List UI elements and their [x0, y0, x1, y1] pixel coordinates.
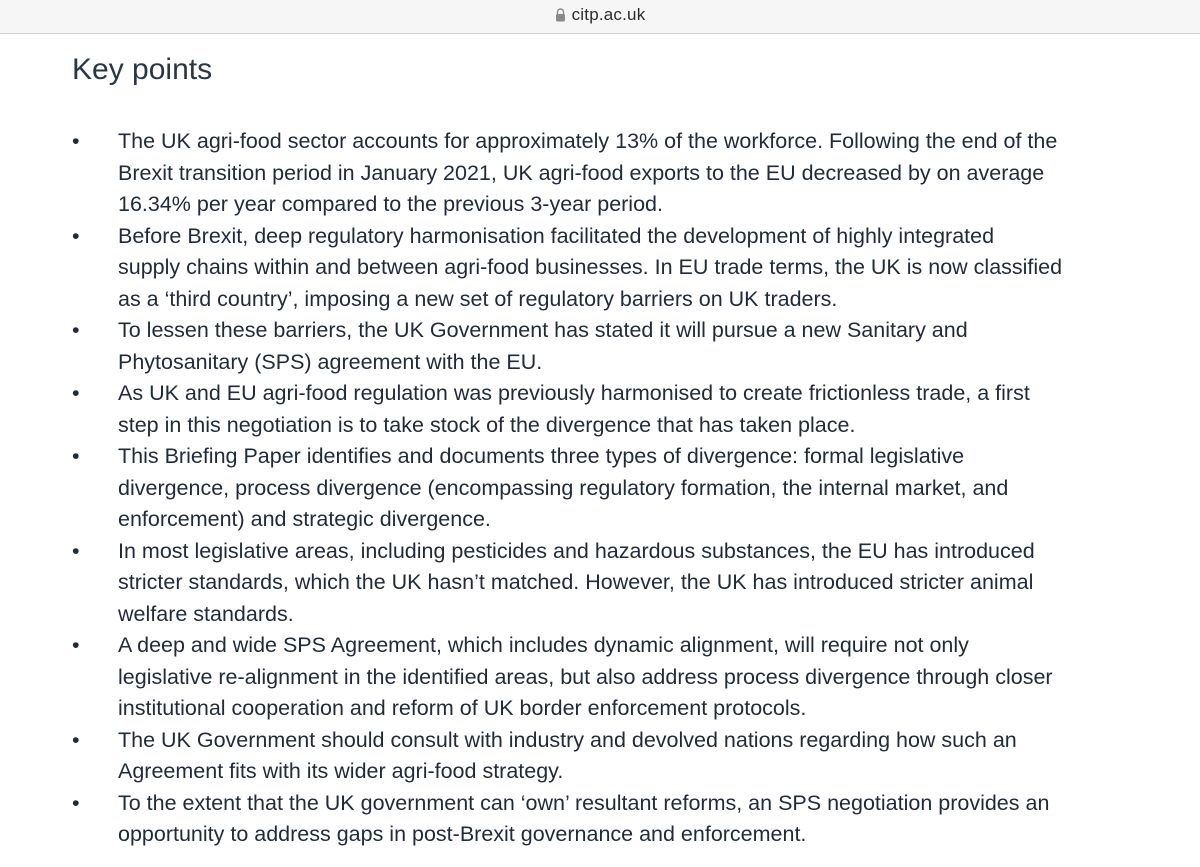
bullet-icon: • [72, 223, 80, 248]
list-item-text: To the extent that the UK government can ‘own’ resultant reforms, an SPS negotiation provides an opportunity to address gaps in post-Brexit governance and enforcement. [118, 790, 1050, 846]
list-item-text: A deep and wide SPS Agreement, which includes dynamic alignment, will require not only legislative re-alignment in the identified areas, but also address process divergence through closer institutional cooperation and reform of UK border enforcement protocols. [118, 633, 1053, 720]
list-item [72, 126, 1162, 221]
lock-icon [555, 8, 566, 22]
list-item-text: This Briefing Paper identifies and documents three types of divergence: formal legislative divergence, process divergence (encompassing regulatory formation, the internal market, and enforcement) and strategic divergence. [118, 444, 1009, 531]
list-item-text: The UK agri-food sector accounts for approximately 13% of the workforce. Following the end of the Brexit transition period in January 2021, UK agri-food exports to the EU decreased by on average 16.34% per year compared to the previous 3-year period. [118, 129, 1058, 216]
bullet-icon: • [72, 727, 80, 752]
url-text: citp.ac.uk [571, 5, 646, 24]
list-item-text: As UK and EU agri-food regulation was previously harmonised to create frictionless trade, a first step in this negotiation is to take stock of the divergence that has taken place. [118, 381, 1030, 437]
list-item [72, 788, 1162, 851]
page-content [72, 34, 1172, 846]
bullet-icon: • [72, 129, 80, 153]
bullet-icon: • [72, 444, 80, 468]
list-item [72, 315, 1162, 378]
key-points-list [72, 126, 1162, 851]
list-item-text: Before Brexit, deep regulatory harmonisation facilitated the development of highly integrated supply chains within and between agri-food businesses. In EU trade terms, the UK is now classified as a ‘third country’, imposing a new set of regulatory barriers on UK traders. [118, 223, 1063, 311]
url-display[interactable] [555, 5, 646, 25]
list-item-text: To lessen these barriers, the UK Government has stated it will pursue a new Sanitary and Phytosanitary (SPS) agreement with the EU. [118, 318, 968, 374]
list-item [72, 536, 1162, 631]
browser-address-bar[interactable] [0, 0, 1200, 34]
bullet-icon: • [72, 318, 80, 342]
page-title: Key points [72, 53, 213, 86]
bullet-icon: • [72, 790, 80, 815]
bullet-icon: • [72, 538, 80, 563]
bullet-icon: • [72, 381, 80, 405]
list-item-text: In most legislative areas, including pesticides and hazardous substances, the EU has introduced stricter standards, which the UK hasn’t matched. However, the UK has introduced stricter animal welfare standards. [118, 538, 1035, 626]
bullet-icon: • [72, 633, 80, 657]
list-item [72, 441, 1162, 536]
list-item [72, 725, 1162, 788]
list-item [72, 630, 1162, 725]
list-item-text: The UK Government should consult with industry and devolved nations regarding how such an Agreement fits with its wider agri-food strategy. [118, 727, 1017, 783]
list-item [72, 221, 1162, 316]
list-item [72, 378, 1162, 441]
